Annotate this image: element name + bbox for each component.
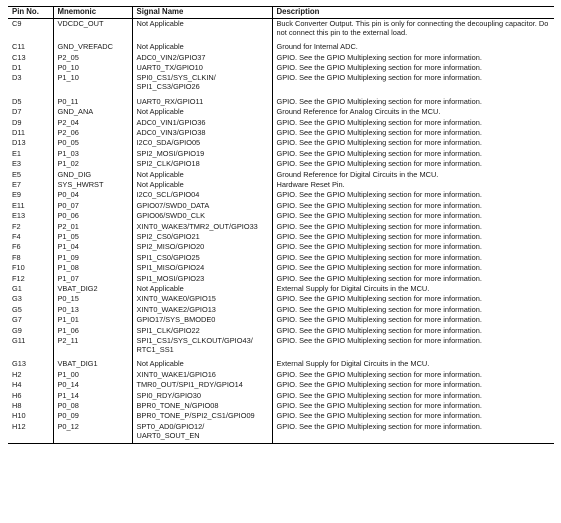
mnemonic-cell: P0_09	[53, 411, 132, 421]
description-cell: GPIO. See the GPIO Multiplexing section for more information.	[272, 222, 554, 232]
pin-number-cell: D5	[12, 96, 22, 106]
pin-number-cell: E7	[12, 180, 22, 189]
description-cell: GPIO. See the GPIO Multiplexing section for more information.	[272, 253, 554, 263]
signal-name-cell: SPI1_MOSI/GPIO23	[132, 274, 272, 284]
mnemonic-cell: P1_01	[53, 315, 132, 325]
pin-function-table	[8, 6, 554, 444]
pin-number-cell: D7	[12, 107, 22, 117]
pin-number-cell: D11	[12, 127, 26, 137]
pin-number-cell: G3	[12, 294, 22, 304]
table-row	[8, 253, 554, 263]
table-row	[8, 370, 554, 380]
description-cell: GPIO. See the GPIO Multiplexing section for more information.	[272, 159, 554, 169]
signal-name-cell: Not Applicable	[132, 355, 272, 369]
pin-number-cell: D3	[12, 73, 22, 83]
signal-name-cell: SPT0_AD0/GPIO12/ UART0_SOUT_EN	[132, 422, 272, 443]
pin-number-cell: F4	[12, 232, 21, 242]
signal-name-cell: SPI1_MISO/GPIO24	[132, 263, 272, 273]
signal-name-cell: SPI1_CLK/GPIO22	[132, 326, 272, 336]
mnemonic-cell: P1_00	[53, 370, 132, 380]
description-cell: GPIO. See the GPIO Multiplexing section for more information.	[272, 128, 554, 138]
mnemonic-cell: P1_02	[53, 159, 132, 169]
pin-number-cell: H6	[12, 390, 22, 400]
description-cell: GPIO. See the GPIO Multiplexing section for more information.	[272, 53, 554, 63]
pin-number-cell: H2	[12, 369, 22, 379]
pin-number-cell: F8	[12, 252, 21, 262]
description-cell: GPIO. See the GPIO Multiplexing section for more information.	[272, 380, 554, 390]
mnemonic-cell: P0_13	[53, 305, 132, 315]
signal-name-cell: BPR0_TONE_P/SPI2_CS1/GPIO09	[132, 411, 272, 421]
header-mnemonic: Mnemonic	[53, 7, 132, 19]
table-row	[8, 118, 554, 128]
description-cell: GPIO. See the GPIO Multiplexing section for more information.	[272, 263, 554, 273]
signal-name-cell: SPI1_CS1/SYS_CLKOUT/GPIO43/ RTC1_SS1	[132, 336, 272, 355]
pin-number-cell: E3	[12, 159, 22, 169]
mnemonic-cell: P0_08	[53, 401, 132, 411]
mnemonic-cell: P1_08	[53, 263, 132, 273]
signal-name-cell: Not Applicable	[132, 107, 272, 117]
table-row	[8, 315, 554, 325]
description-cell: Ground for Internal ADC.	[272, 38, 554, 52]
description-cell: GPIO. See the GPIO Multiplexing section for more information.	[272, 201, 554, 211]
table-row	[8, 326, 554, 336]
mnemonic-cell: P2_05	[53, 53, 132, 63]
description-cell: GPIO. See the GPIO Multiplexing section for more information.	[272, 242, 554, 252]
table-row	[8, 63, 554, 73]
mnemonic-cell: P0_04	[53, 190, 132, 200]
signal-name-cell: UART0_RX/GPIO11	[132, 93, 272, 107]
pin-number-cell: F12	[12, 273, 25, 283]
table-row	[8, 211, 554, 221]
pin-number-cell: F10	[12, 263, 25, 273]
table-header-row	[8, 7, 554, 19]
mnemonic-cell: GND_ANA	[53, 107, 132, 117]
signal-name-cell: GPIO07/SWD0_DATA	[132, 201, 272, 211]
pin-number-cell: C9	[12, 18, 22, 28]
signal-name-cell: I2C0_SCL/GPIO04	[132, 190, 272, 200]
table-row	[8, 180, 554, 190]
header-description: Description	[272, 7, 554, 19]
mnemonic-cell: P1_10	[53, 73, 132, 92]
mnemonic-cell: P1_04	[53, 242, 132, 252]
mnemonic-cell: P0_14	[53, 380, 132, 390]
description-cell: External Supply for Digital Circuits in the MCU.	[272, 355, 554, 369]
pin-number-cell: G13	[12, 359, 26, 369]
signal-name-cell: SPI2_MOSI/GPIO19	[132, 149, 272, 159]
table-row	[8, 222, 554, 232]
signal-name-cell: BPR0_TONE_N/GPIO08	[132, 401, 272, 411]
table-row	[8, 201, 554, 211]
description-cell: GPIO. See the GPIO Multiplexing section for more information.	[272, 294, 554, 304]
table-row	[8, 422, 554, 443]
signal-name-cell: SPI2_MISO/GPIO20	[132, 242, 272, 252]
mnemonic-cell: P2_06	[53, 128, 132, 138]
table-body	[8, 18, 554, 443]
pin-number-cell: E13	[12, 211, 26, 221]
signal-name-cell: ADC0_VIN2/GPIO37	[132, 53, 272, 63]
header-signal-name: Signal Name	[132, 7, 272, 19]
description-cell: GPIO. See the GPIO Multiplexing section for more information.	[272, 118, 554, 128]
description-cell: GPIO. See the GPIO Multiplexing section for more information.	[272, 93, 554, 107]
pin-number-cell: G1	[12, 284, 22, 294]
signal-name-cell: XINT0_WAKE0/GPIO15	[132, 294, 272, 304]
mnemonic-cell: GND_VREFADC	[53, 38, 132, 52]
table-row	[8, 170, 554, 180]
mnemonic-cell: P0_15	[53, 294, 132, 304]
description-cell: GPIO. See the GPIO Multiplexing section for more information.	[272, 401, 554, 411]
mnemonic-cell: VDCDC_OUT	[53, 18, 132, 38]
signal-name-cell: ADC0_VIN1/GPIO36	[132, 118, 272, 128]
table-row	[8, 232, 554, 242]
mnemonic-cell: P1_03	[53, 149, 132, 159]
description-cell: Hardware Reset Pin.	[272, 180, 554, 190]
description-cell: GPIO. See the GPIO Multiplexing section for more information.	[272, 63, 554, 73]
header-pin-no: Pin No.	[8, 7, 53, 19]
table-row	[8, 336, 554, 355]
signal-name-cell: SPI0_CS1/SYS_CLKIN/ SPI1_CS3/GPIO26	[132, 73, 272, 92]
mnemonic-cell: P1_09	[53, 253, 132, 263]
signal-name-cell: ADC0_VIN3/GPIO38	[132, 128, 272, 138]
signal-name-cell: I2C0_SDA/GPIO05	[132, 138, 272, 148]
table-row	[8, 355, 554, 369]
description-cell: External Supply for Digital Circuits in the MCU.	[272, 284, 554, 294]
pin-number-cell: E11	[12, 200, 25, 210]
signal-name-cell: XINT0_WAKE2/GPIO13	[132, 305, 272, 315]
signal-name-cell: XINT0_WAKE1/GPIO16	[132, 370, 272, 380]
pin-number-cell: G7	[12, 315, 22, 325]
mnemonic-cell: P1_14	[53, 391, 132, 401]
pin-number-cell: E1	[12, 148, 22, 158]
table-row	[8, 38, 554, 52]
table-row	[8, 128, 554, 138]
mnemonic-cell: VBAT_DIG1	[53, 355, 132, 369]
pin-number-cell: F6	[12, 242, 21, 252]
table-row	[8, 159, 554, 169]
pin-number-cell: H4	[12, 380, 22, 390]
table-row	[8, 93, 554, 107]
table-row	[8, 380, 554, 390]
mnemonic-cell: P2_04	[53, 118, 132, 128]
pin-number-cell: D1	[12, 63, 22, 73]
description-cell: GPIO. See the GPIO Multiplexing section for more information.	[272, 211, 554, 221]
table-row	[8, 242, 554, 252]
pin-number-cell: C13	[12, 52, 26, 62]
mnemonic-cell: P1_06	[53, 326, 132, 336]
mnemonic-cell: P1_05	[53, 232, 132, 242]
description-cell: GPIO. See the GPIO Multiplexing section for more information.	[272, 336, 554, 355]
table-row	[8, 274, 554, 284]
description-cell: GPIO. See the GPIO Multiplexing section for more information.	[272, 149, 554, 159]
mnemonic-cell: P0_06	[53, 211, 132, 221]
pin-number-cell: G5	[12, 304, 22, 314]
table-row	[8, 138, 554, 148]
table-row	[8, 391, 554, 401]
signal-name-cell: SPI2_CS0/GPIO21	[132, 232, 272, 242]
signal-name-cell: SPI2_CLK/GPIO18	[132, 159, 272, 169]
signal-name-cell: UART0_TX/GPIO10	[132, 63, 272, 73]
description-cell: GPIO. See the GPIO Multiplexing section for more information.	[272, 370, 554, 380]
signal-name-cell: GPIO06/SWD0_CLK	[132, 211, 272, 221]
mnemonic-cell: P0_12	[53, 422, 132, 443]
signal-name-cell: Not Applicable	[132, 170, 272, 180]
description-cell: GPIO. See the GPIO Multiplexing section for more information.	[272, 305, 554, 315]
pin-number-cell: E9	[12, 190, 22, 200]
pin-number-cell: E5	[12, 169, 22, 179]
signal-name-cell: Not Applicable	[132, 38, 272, 52]
description-cell: Ground Reference for Digital Circuits in the MCU.	[272, 170, 554, 180]
table-row	[8, 18, 554, 38]
signal-name-cell: SPI1_CS0/GPIO25	[132, 253, 272, 263]
description-cell: GPIO. See the GPIO Multiplexing section for more information.	[272, 73, 554, 92]
description-cell: GPIO. See the GPIO Multiplexing section for more information.	[272, 232, 554, 242]
pin-number-cell: G9	[12, 325, 22, 335]
mnemonic-cell: P2_01	[53, 222, 132, 232]
table-row	[8, 263, 554, 273]
signal-name-cell: TMR0_OUT/SPI1_RDY/GPIO14	[132, 380, 272, 390]
description-cell: GPIO. See the GPIO Multiplexing section for more information.	[272, 326, 554, 336]
description-cell: GPIO. See the GPIO Multiplexing section for more information.	[272, 411, 554, 421]
table-row	[8, 190, 554, 200]
signal-name-cell: XINT0_WAKE3/TMR2_OUT/GPIO33	[132, 222, 272, 232]
pin-number-cell: H8	[12, 401, 22, 411]
table-row	[8, 305, 554, 315]
mnemonic-cell: P0_07	[53, 201, 132, 211]
table-row	[8, 107, 554, 117]
mnemonic-cell: SYS_HWRST	[53, 180, 132, 190]
description-cell: GPIO. See the GPIO Multiplexing section for more information.	[272, 274, 554, 284]
pin-number-cell: H10	[12, 411, 26, 421]
description-cell: GPIO. See the GPIO Multiplexing section for more information.	[272, 138, 554, 148]
table-row	[8, 53, 554, 63]
signal-name-cell: Not Applicable	[132, 284, 272, 294]
description-cell: GPIO. See the GPIO Multiplexing section for more information.	[272, 190, 554, 200]
description-cell: GPIO. See the GPIO Multiplexing section for more information.	[272, 315, 554, 325]
pin-number-cell: F2	[12, 221, 21, 231]
mnemonic-cell: GND_DIG	[53, 170, 132, 180]
signal-name-cell: GPIO17/SYS_BMODE0	[132, 315, 272, 325]
pin-number-cell: H12	[8, 422, 53, 443]
description-cell: Buck Converter Output. This pin is only for connecting the decoupling capacitor. Do not connect this pin to the external load.	[272, 18, 554, 38]
table-row	[8, 411, 554, 421]
pin-number-cell: G11	[12, 336, 26, 346]
pin-number-cell: D13	[12, 138, 26, 148]
table-row	[8, 73, 554, 92]
mnemonic-cell: P2_11	[53, 336, 132, 355]
description-cell: GPIO. See the GPIO Multiplexing section for more information.	[272, 391, 554, 401]
table-row	[8, 284, 554, 294]
description-cell: Ground Reference for Analog Circuits in the MCU.	[272, 107, 554, 117]
mnemonic-cell: P0_11	[53, 93, 132, 107]
mnemonic-cell: VBAT_DIG2	[53, 284, 132, 294]
pin-number-cell: D9	[12, 117, 22, 127]
table-row	[8, 401, 554, 411]
signal-name-cell: Not Applicable	[132, 18, 272, 38]
signal-name-cell: SPI0_RDY/GPIO30	[132, 391, 272, 401]
signal-name-cell: Not Applicable	[132, 180, 272, 190]
mnemonic-cell: P0_10	[53, 63, 132, 73]
mnemonic-cell: P1_07	[53, 274, 132, 284]
mnemonic-cell: P0_05	[53, 138, 132, 148]
description-cell: GPIO. See the GPIO Multiplexing section for more information.	[272, 422, 554, 443]
pin-number-cell: C11	[12, 42, 26, 52]
table-row	[8, 294, 554, 304]
table-row	[8, 149, 554, 159]
pin-function-table-container	[8, 6, 554, 444]
